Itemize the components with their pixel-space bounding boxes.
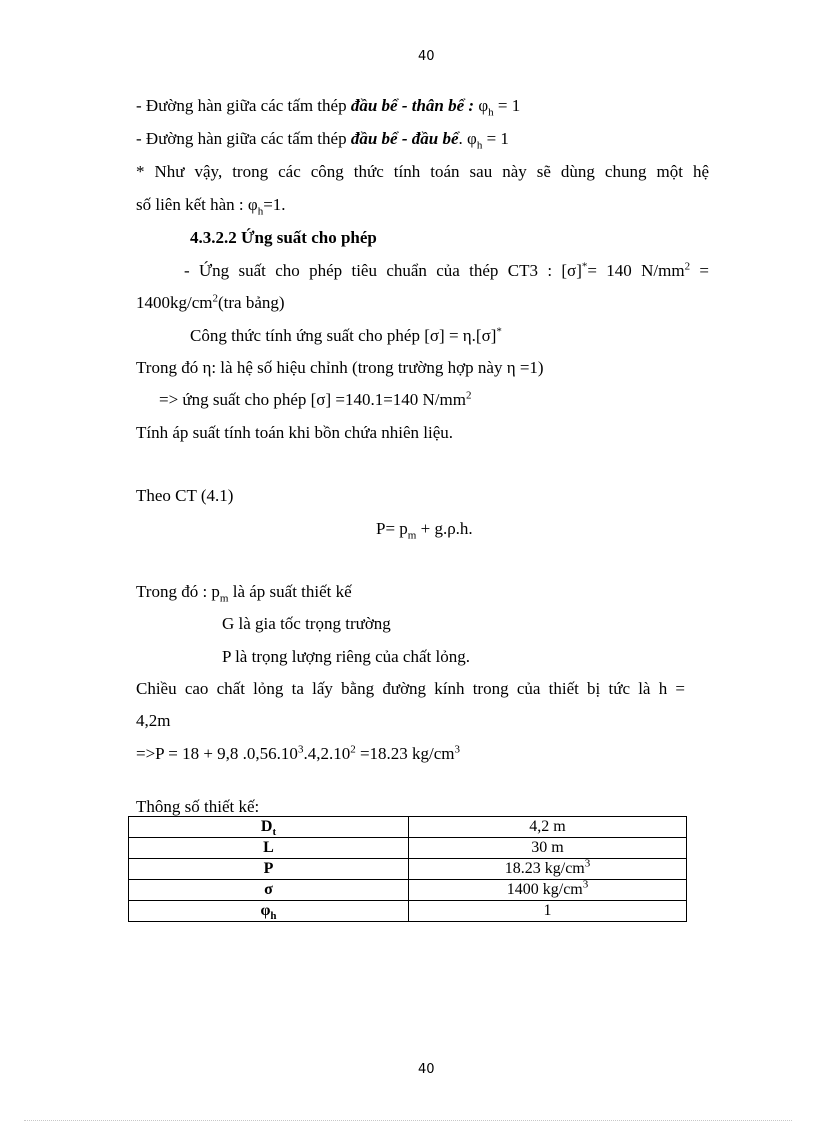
correction-factor-line: Trong đó η: là hệ số hiệu chỉnh (trong trường hợp này η =1) (136, 358, 544, 377)
section-heading: 4.3.2.2 Ứng suất cho phép (190, 228, 377, 247)
text-segment: .4,2.10 (303, 744, 351, 763)
text-segment: = (690, 261, 709, 280)
text-segment: =>P = 18 + 9,8 .0,56.10 (136, 744, 298, 763)
superscript: * (581, 260, 588, 273)
subscript: h (476, 139, 483, 152)
parameter-value: 18.23 $kg/cm^3$ (409, 859, 687, 880)
superscript: * (496, 325, 502, 338)
weld-factor-line (136, 195, 286, 218)
allowable-stress-line (184, 261, 709, 281)
parameter-name: P (129, 859, 409, 880)
parameter-value: 1 (409, 901, 687, 922)
pressure-formula (376, 519, 473, 542)
superscript: 3 (297, 743, 304, 756)
text-segment: là áp suất thiết kế (228, 582, 352, 601)
definition-g: G là gia tốc trọng trường (222, 614, 391, 633)
stress-kg-line (136, 293, 285, 313)
text-segment: Công thức tính ứng suất cho phép [σ] = η.[σ] (190, 326, 497, 345)
parameter-value: 1400 $kg/cm^3$ (409, 880, 687, 901)
superscript: 2 (684, 260, 691, 273)
superscript: 2 (212, 292, 218, 305)
text-segment: - Đường hàn giữa các tấm thép (136, 129, 351, 148)
text-segment: + g.ρ.h. (416, 519, 473, 538)
superscript: 2 (465, 389, 472, 402)
emphasis-text: đầu bể - đầu bể (350, 129, 459, 148)
parameter-name: L (129, 838, 409, 859)
table-row (129, 880, 687, 901)
stress-result-line (159, 390, 471, 410)
parameter-value: 30 m (409, 838, 687, 859)
stress-formula-line (190, 326, 502, 346)
subscript: m (219, 592, 229, 605)
liquid-height-line: Chiều cao chất lỏng ta lấy bằng đường kính trong của thiết bị tức là h = (136, 679, 685, 698)
subscript: h (257, 205, 264, 218)
subscript: m (407, 529, 417, 542)
superscript: 3 (454, 743, 461, 756)
text-segment: (tra bảng) (218, 293, 285, 312)
emphasis-text: đầu bể - thân bể : (350, 96, 475, 115)
parameter-value: 4,2 m (409, 817, 687, 838)
text-segment: φ (474, 96, 489, 115)
parameter-name: $D_t$ (129, 817, 409, 838)
text-segment: - Ứng suất cho phép tiêu chuẩn của thép CT3 : [σ] (184, 261, 582, 280)
design-parameters-table (128, 816, 687, 922)
table-title: Thông số thiết kế: (136, 797, 260, 816)
text-segment: . φ (458, 129, 477, 148)
definition-pm (136, 582, 352, 605)
definition-p: P là trọng lượng riêng của chất lỏng. (222, 647, 470, 666)
text-segment: 1400kg/cm (136, 293, 213, 312)
text-segment: số liên kết hàn : φ (136, 195, 258, 214)
text-segment: = 1 (482, 129, 509, 148)
page-number-top: 40 (418, 49, 435, 64)
weld-line-head-shell (136, 96, 521, 119)
text-segment: =1. (263, 195, 286, 214)
superscript: 2 (350, 743, 356, 756)
pressure-intro-line: Tính áp suất tính toán khi bồn chứa nhiên liệu. (136, 423, 454, 442)
subscript: h (488, 106, 494, 119)
text-segment: => ứng suất cho phép [σ] =140.1=140 N/mm (159, 390, 466, 409)
pressure-result-line (136, 744, 460, 764)
table-row (129, 901, 687, 922)
conclusion-line: * Như vậy, trong các công thức tính toán sau này sẽ dùng chung một hệ (136, 162, 709, 181)
page-edge-divider (24, 1120, 792, 1121)
text-segment: = 1 (493, 96, 521, 115)
text-segment: =18.23 kg/cm (355, 744, 455, 763)
text-segment: - Đường hàn giữa các tấm thép (136, 96, 351, 115)
table-row (129, 838, 687, 859)
weld-line-head-head (136, 129, 509, 152)
table-row (129, 859, 687, 880)
text-segment: = 140 N/mm (587, 261, 685, 280)
parameter-name: σ (129, 880, 409, 901)
table-row (129, 817, 687, 838)
formula-reference: Theo CT (4.1) (136, 486, 234, 505)
liquid-height-value: 4,2m (136, 711, 171, 730)
text-segment: Trong đó : p (136, 582, 220, 601)
parameter-name: $\varphi_h$ (129, 901, 409, 922)
text-segment: P= p (376, 519, 408, 538)
page-number-bottom: 40 (418, 1062, 435, 1077)
